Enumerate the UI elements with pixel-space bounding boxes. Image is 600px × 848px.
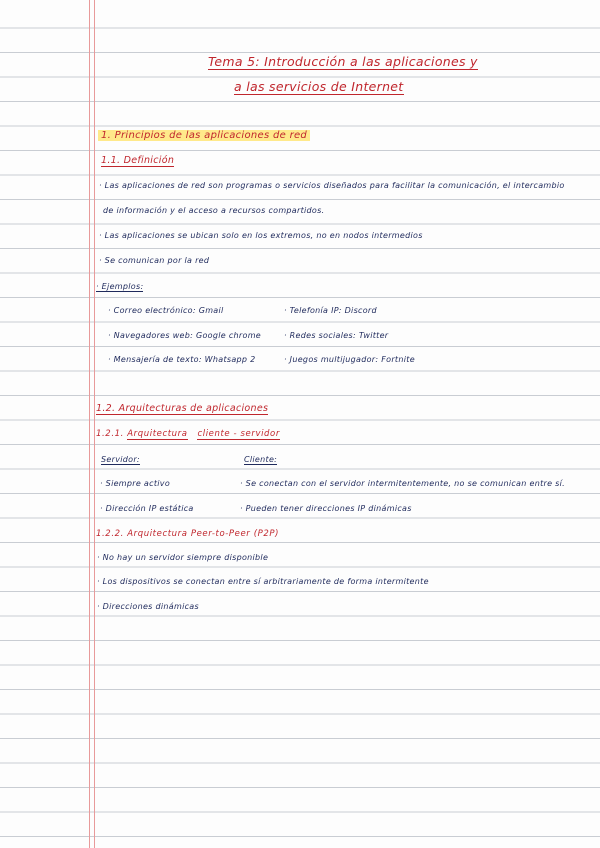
- page-title-line-1: [208, 54, 478, 69]
- client-label-text: Cliente:: [244, 455, 278, 464]
- subsection-heading-definicion: 1.1. Definición: [101, 155, 175, 166]
- example-left-2: · Navegadores web: Google chrome: [108, 331, 262, 340]
- margin-line: [89, 0, 90, 848]
- examples-label-text: · Ejemplos:: [96, 282, 144, 291]
- p2p-item-1: · No hay un servidor siempre disponible: [97, 553, 269, 562]
- example-right-1: · Telefonía IP: Discord: [284, 306, 377, 315]
- bullet-extremos: · Las aplicaciones se ubican solo en los extremos, no en nodos intermedios: [99, 231, 423, 240]
- client-item-1: · Se conectan con el servidor intermitentemente, no se comunican entre sí.: [240, 479, 565, 488]
- page-title-text: Tema 5: Introducción a las aplicaciones y: [208, 54, 478, 69]
- server-item-1: · Siempre activo: [100, 479, 171, 488]
- page-title-text: a las servicios de Internet: [234, 79, 404, 94]
- definition-line-2: de información y el acceso a recursos compartidos.: [103, 206, 325, 215]
- example-right-3: · Juegos multijugador: Fortnite: [284, 355, 415, 364]
- subsection-cliente-servidor: cliente - servidor: [197, 429, 280, 439]
- example-left-3: · Mensajería de texto: Whatsapp 2: [108, 355, 256, 364]
- margin-line: [94, 0, 95, 848]
- server-label-text: Servidor:: [101, 455, 140, 464]
- subsection-arquitectura: Arquitectura: [127, 429, 188, 439]
- page-title-line-2: [234, 79, 404, 94]
- definition-line-1: · Las aplicaciones de red son programas o servicios diseñados para facilitar la comunicación, el intercambio: [99, 181, 565, 190]
- p2p-item-2: · Los dispositivos se conectan entre sí arbitrariamente de forma intermitente: [97, 577, 429, 586]
- client-item-2: · Pueden tener direcciones IP dinámicas: [240, 504, 412, 513]
- example-right-2: · Redes sociales: Twitter: [284, 331, 389, 340]
- section-heading-arquitecturas: 1.2. Arquitecturas de aplicaciones: [96, 403, 269, 414]
- p2p-item-3: · Direcciones dinámicas: [97, 602, 199, 611]
- subsection-number: 1.2.1.: [96, 429, 124, 439]
- bullet-comunican: · Se comunican por la red: [99, 256, 210, 265]
- subsection-heading-cliente-servidor: [96, 429, 280, 439]
- subsection-heading-p2p: 1.2.2. Arquitectura Peer-to-Peer (P2P): [96, 529, 280, 539]
- example-left-1: · Correo electrónico: Gmail: [108, 306, 224, 315]
- section-heading-principios: 1. Principios de las aplicaciones de red: [98, 130, 310, 141]
- examples-label: [96, 282, 143, 291]
- server-label: [101, 455, 140, 464]
- server-item-2: · Dirección IP estática: [100, 504, 194, 513]
- client-label: [244, 455, 277, 464]
